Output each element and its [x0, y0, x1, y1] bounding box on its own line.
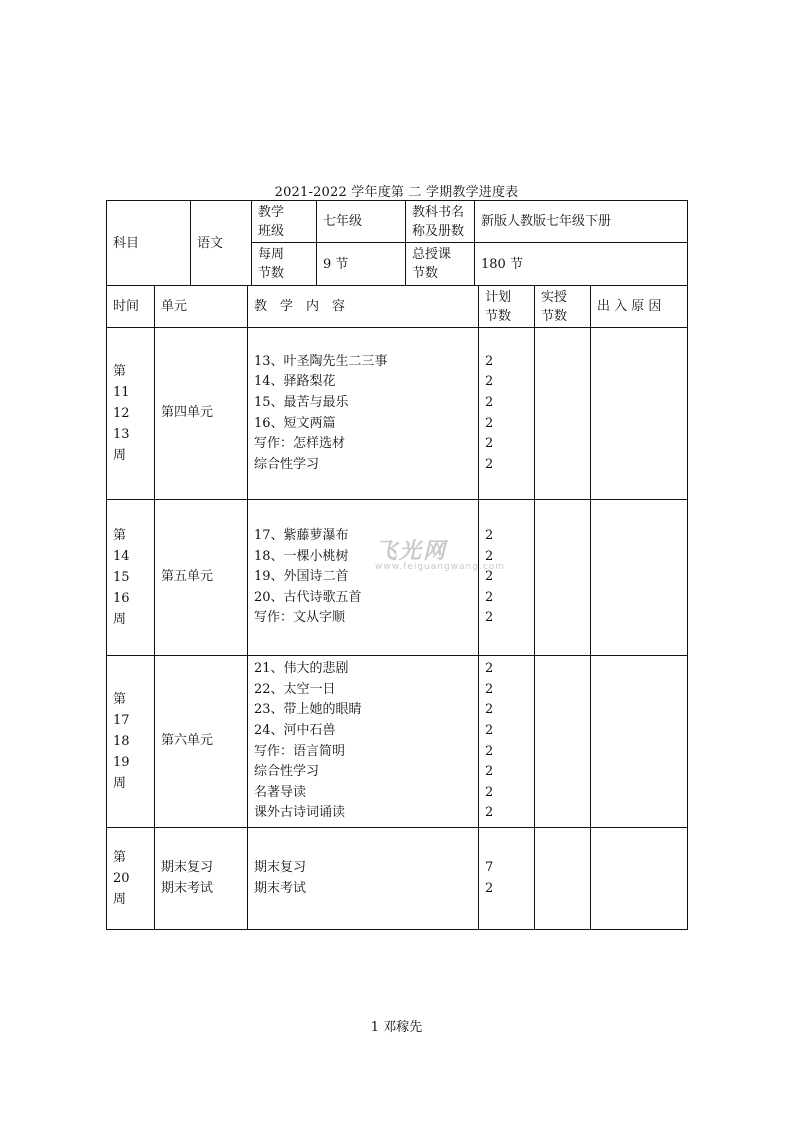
week-cell-line: 周 — [113, 776, 127, 791]
actual-cell — [535, 656, 591, 828]
planned-cell-line: 2 — [485, 880, 494, 896]
content-cell-line: 综合性学习 — [254, 764, 320, 780]
planned-cell-line: 7 — [485, 859, 494, 875]
content-cell-line: 期末考试 — [254, 880, 307, 896]
planned-cell-line: 2 — [485, 681, 494, 697]
subject-label: 科目 — [107, 201, 191, 286]
week-cell — [107, 500, 155, 656]
content-cell-line: 21、伟大的悲剧 — [254, 661, 349, 677]
week-cell-line: 第 — [113, 528, 127, 543]
header-deviation: 出 入 原 因 — [591, 286, 688, 328]
unit-cell-line: 期末考试 — [161, 880, 214, 896]
week-cell-line: 19 — [113, 755, 130, 770]
unit-cell — [155, 328, 248, 500]
week-cell-line: 16 — [113, 591, 130, 606]
content-cell-line: 22、太空一日 — [254, 681, 336, 697]
header-row — [107, 286, 688, 328]
week-cell — [107, 828, 155, 930]
planned-cell-line: 2 — [485, 589, 494, 605]
content-cell-line: 综合性学习 — [254, 456, 320, 472]
planned-cell-line: 2 — [485, 374, 494, 390]
unit-cell-line: 期末复习 — [161, 859, 214, 875]
content-cell-line: 名著导读 — [254, 784, 307, 800]
week-cell-line: 12 — [113, 406, 130, 421]
week-cell-line: 15 — [113, 570, 130, 585]
planned-cell — [479, 500, 535, 656]
unit-cell — [155, 828, 248, 930]
planned-cell-line: 2 — [485, 548, 494, 564]
table-row — [107, 656, 688, 828]
content-cell — [248, 500, 479, 656]
actual-cell — [535, 328, 591, 500]
content-cell-line: 20、古代诗歌五首 — [254, 589, 362, 605]
week-cell-line: 周 — [113, 892, 127, 907]
week-cell-line: 第 — [113, 692, 127, 707]
unit-cell-line: 第六单元 — [161, 733, 214, 749]
planned-cell-line: 2 — [485, 784, 494, 800]
week-cell-line: 14 — [113, 549, 130, 564]
unit-cell-line: 第五单元 — [161, 569, 214, 585]
planned-cell-line: 2 — [485, 764, 494, 780]
week-cell — [107, 656, 155, 828]
planned-cell-line: 2 — [485, 722, 494, 738]
table-row — [107, 828, 688, 930]
header-planned: 计划 节数 — [479, 286, 535, 328]
planned-cell-line: 2 — [485, 702, 494, 718]
week-cell-line: 第 — [113, 850, 127, 865]
subject-value: 语文 — [191, 201, 252, 286]
content-cell-line: 18、一棵小桃树 — [254, 548, 349, 564]
planned-cell-line: 2 — [485, 353, 494, 369]
actual-cell — [535, 500, 591, 656]
content-cell-line: 24、河中石兽 — [254, 722, 336, 738]
content-cell-line: 14、驿路梨花 — [254, 374, 336, 390]
deviation-cell — [591, 328, 688, 500]
planned-cell-line: 2 — [485, 415, 494, 431]
week-cell-line: 周 — [113, 612, 127, 627]
deviation-cell — [591, 828, 688, 930]
planned-cell — [479, 656, 535, 828]
deviation-cell — [591, 500, 688, 656]
content-cell — [248, 656, 479, 828]
planned-cell — [479, 328, 535, 500]
content-cell-line: 16、短文两篇 — [254, 415, 336, 431]
week-cell-line: 17 — [113, 713, 130, 728]
unit-cell-line: 第四单元 — [161, 405, 214, 421]
total-value: 180 节 — [475, 243, 688, 286]
week-cell-line: 18 — [113, 734, 130, 749]
header-actual: 实授 节数 — [535, 286, 591, 328]
planned-cell-line: 2 — [485, 456, 494, 472]
content-cell-line: 19、外国诗二首 — [254, 569, 349, 585]
week-cell-line: 第 — [113, 364, 127, 379]
content-cell-line: 17、紫藤萝瀑布 — [254, 528, 349, 544]
week-cell-line: 周 — [113, 448, 127, 463]
book-label: 教科书名 称及册数 — [406, 201, 475, 243]
page-title: 2021-2022 学年度第 二 学期教学进度表 — [274, 185, 519, 200]
book-value: 新版人教版七年级下册 — [475, 201, 688, 243]
actual-cell — [535, 828, 591, 930]
content-cell-line: 写作：文从字顺 — [254, 610, 346, 626]
planned-cell-line: 2 — [485, 394, 494, 410]
content-cell-line: 写作：怎样选材 — [254, 436, 346, 452]
table-row — [107, 500, 688, 656]
planned-cell-line: 2 — [485, 610, 494, 626]
week-cell — [107, 328, 155, 500]
total-label: 总授课 节数 — [406, 243, 475, 286]
planned-cell-line: 2 — [485, 805, 494, 821]
planned-cell-line: 2 — [485, 743, 494, 759]
page-footer: 1 邓稼先 — [370, 1020, 423, 1035]
planned-cell-line: 2 — [485, 528, 494, 544]
header-unit: 单元 — [155, 286, 248, 328]
unit-cell — [155, 500, 248, 656]
content-cell-line: 期末复习 — [254, 859, 307, 875]
deviation-cell — [591, 656, 688, 828]
planned-cell-line: 2 — [485, 661, 494, 677]
content-cell-line: 23、带上她的眼睛 — [254, 702, 362, 718]
class-label: 教学 班级 — [252, 201, 317, 243]
info-table — [106, 200, 688, 286]
content-cell-line: 15、最苦与最乐 — [254, 394, 349, 410]
content-cell — [248, 328, 479, 500]
header-time: 时间 — [107, 286, 155, 328]
week-cell-line: 13 — [113, 427, 130, 442]
planned-cell-line: 2 — [485, 436, 494, 452]
content-cell-line: 13、叶圣陶先生二三事 — [254, 353, 388, 369]
weekly-value: 9 节 — [317, 243, 406, 286]
class-value: 七年级 — [317, 201, 406, 243]
planned-cell — [479, 828, 535, 930]
table-row — [107, 328, 688, 500]
week-cell-line: 11 — [113, 385, 130, 400]
unit-cell — [155, 656, 248, 828]
content-cell-line: 写作：语言简明 — [254, 743, 346, 759]
watermark-logo: 飞光网 www.feiguangwang.com — [375, 539, 506, 572]
week-cell-line: 20 — [113, 871, 130, 886]
planned-cell-line: 2 — [485, 569, 494, 585]
content-cell-line: 课外古诗词诵读 — [254, 805, 346, 821]
schedule-table — [106, 285, 688, 930]
content-cell — [248, 828, 479, 930]
weekly-label: 每周 节数 — [252, 243, 317, 286]
header-content: 教 学 内 容 — [248, 286, 479, 328]
